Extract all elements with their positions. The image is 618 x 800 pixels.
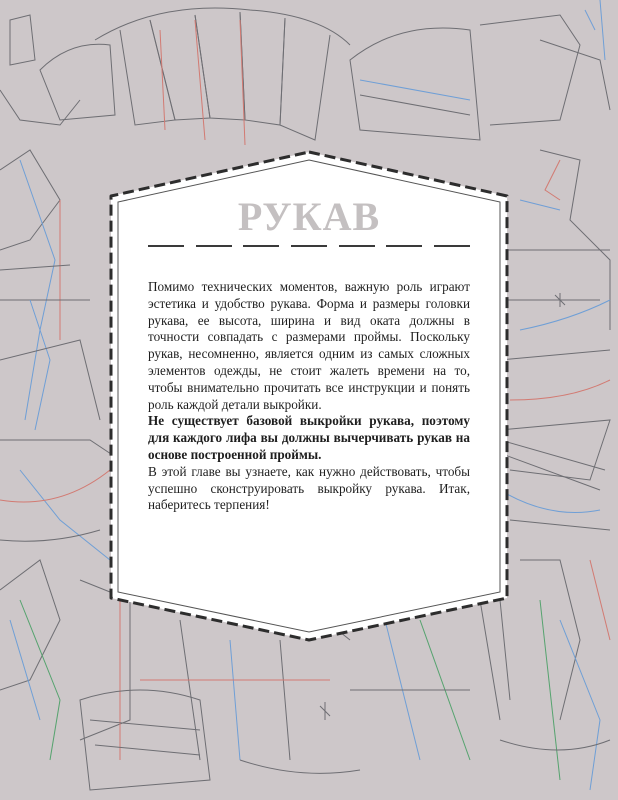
title-underline-dashes (148, 245, 470, 247)
chapter-intro-text (148, 279, 470, 514)
intro-paragraph: Помимо технических моментов, важную роль играют эстетика и удобство рукава. Форма и размеры головки рукава, ее высота, ширина и вид оката должны в точности совпадать с размерами проймы. Поскольку рукав, несомненно, является одним из самых сложных элементов одежды, не стоит жалеть времени на то, чтобы внимательно прочитать все инструкции и понять роль каждой детали выкройки. (148, 279, 470, 412)
chapter-outline-paragraph: В этой главе вы узнаете, как нужно действовать, чтобы успешно сконструировать выкройку рукава. Итак, наберитесь терпения! (148, 463, 470, 513)
page-title: РУКАВ (237, 194, 381, 239)
key-statement-paragraph: Не существует базовой выкройки рукава, поэтому для каждого лифа вы должны вычерчивать рукав на основе построенной проймы. (148, 413, 470, 462)
